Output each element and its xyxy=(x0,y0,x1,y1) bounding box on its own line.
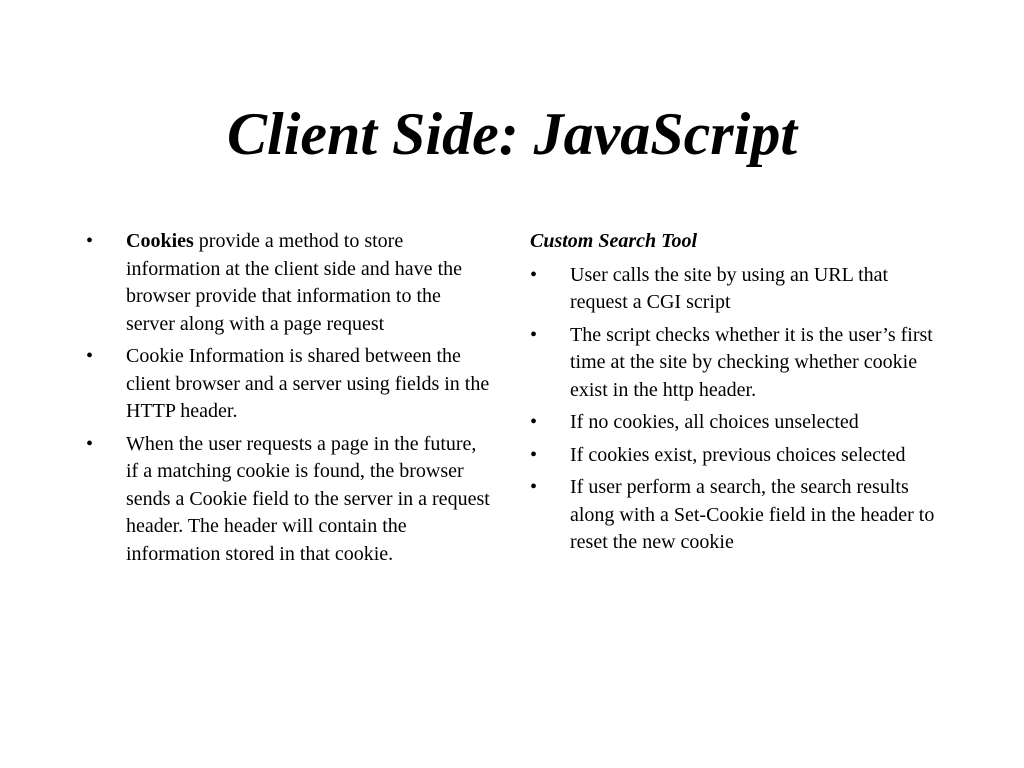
right-bullet-list xyxy=(530,262,942,557)
bullet-icon: • xyxy=(530,443,538,466)
bullet-icon: • xyxy=(530,323,538,346)
bullet-text: If user perform a search, the search results along with a Set-Cookie field in the header to reset the new cookie xyxy=(570,476,935,553)
list-item xyxy=(530,442,942,470)
slide-title: Client Side: JavaScript xyxy=(227,101,797,167)
list-item xyxy=(86,343,490,426)
bullet-icon: • xyxy=(86,345,94,367)
list-item xyxy=(86,431,490,569)
list-item xyxy=(530,322,942,405)
bullet-text: User calls the site by using an URL that request a CGI script xyxy=(570,263,889,313)
bullet-icon: • xyxy=(86,230,94,252)
bullet-icon: • xyxy=(86,432,94,455)
bullet-text: Cookie Information is shared between the client browser and a server using fields in the HTTP header. xyxy=(126,345,490,422)
bullet-text: If cookies exist, previous choices selected xyxy=(570,443,906,466)
bullet-icon: • xyxy=(530,411,538,433)
bullet-icon: • xyxy=(530,263,538,286)
bullet-text: When the user requests a page in the future, if a matching cookie is found, the browser sends a Cookie field to the server in a request header. The header will contain the information stored in that cookie. xyxy=(126,432,490,565)
right-column xyxy=(530,228,942,562)
list-item xyxy=(530,262,942,317)
left-column xyxy=(86,228,490,573)
bullet-text: provide a method to store information at the client side and have the browser provide that information to the server along with a page request xyxy=(126,230,462,335)
list-item xyxy=(86,228,490,338)
bullet-lead: Cookies xyxy=(126,230,194,252)
list-item xyxy=(530,409,942,437)
section-heading: Custom Search Tool xyxy=(530,230,698,252)
bullet-text: If no cookies, all choices unselected xyxy=(570,411,859,433)
left-bullet-list xyxy=(86,228,490,568)
bullet-text: The script checks whether it is the user’s first time at the site by checking whether cookie exist in the http header. xyxy=(570,323,933,401)
bullet-icon: • xyxy=(530,476,538,498)
list-item xyxy=(530,474,942,557)
